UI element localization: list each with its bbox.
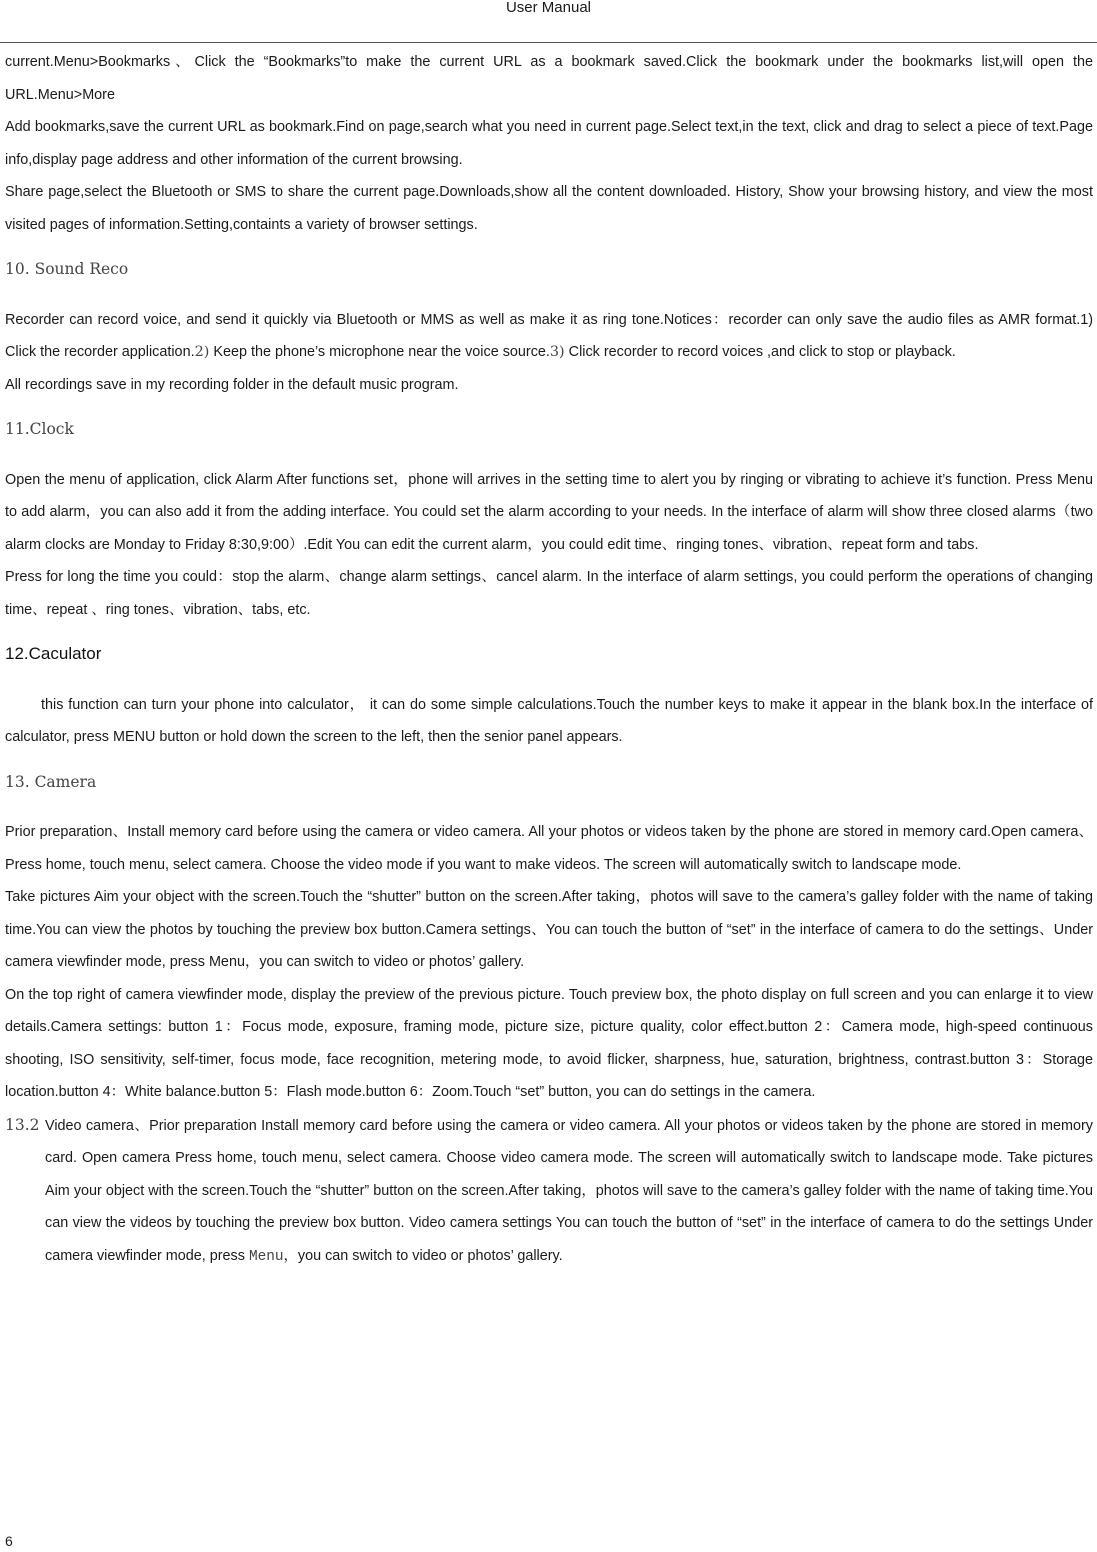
paragraph-browser-menu: current.Menu>Bookmarks、Click the “Bookmarks”to make the current URL as a bookmark saved.Click the bookmark under the bookmarks list,will open the URL.Menu>More xyxy=(5,54,1093,103)
paragraph-camera-take-pictures: Take pictures Aim your object with the screen.Touch the “shutter” button on the screen.After taking，photos will save to the camera’s galley folder with the name of taking time.You can view the photos by touching the preview box button.Camera settings、You can touch the button of “set” in the interface of camera to do the settings、Under camera viewfinder mode, press Menu，you can switch to video or photos’ gallery. xyxy=(5,889,1093,970)
paragraph-calculator: this function can turn your phone into calculator， it can do some simple calculations.Touch the number keys to make it appear in the blank box.In the interface of calculator, press MENU button or hold down the screen to the left, then the senior panel appears. xyxy=(5,696,1093,745)
paragraph-video-camera xyxy=(5,1109,1093,1274)
video-text-b: ，you can switch to video or photos’ gallery. xyxy=(283,1247,563,1264)
paragraph-browser-share: Share page,select the Bluetooth or SMS to share the current page.Downloads,show all the content downloaded. History, Show your browsing history, and view the most visited pages of information.Setting,containts a variety of browser settings. xyxy=(5,184,1093,233)
paragraph-sound-recorder xyxy=(5,304,1093,369)
paragraph-browser-more: Add bookmarks,save the current URL as bookmark.Find on page,search what you need in current page.Select text,in the text, click and drag to select a piece of text.Page info,display page address and other information of the current browsing. xyxy=(5,119,1093,168)
header-title: User Manual xyxy=(505,0,592,16)
heading-calculator: 12.Caculator xyxy=(5,644,102,663)
sound-text-e: Click recorder to record voices ,and click to stop or playback. xyxy=(564,344,956,360)
paragraph-camera-settings: On the top right of camera viewfinder mode, display the preview of the previous picture. Touch preview box, the photo display on full screen and you can enlarge it to view details.Camera settings: button 1：Focus mode, exposure, framing mode, picture size, picture quality, color effect.button 2：Camera mode, high-speed continuous shooting, ISO sensitivity, self-timer, focus mode, face recognition, metering mode, to avoid flicker, sharpness, hue, saturation, brightness, contrast.button 3：Storage location.button 4：White balance.button 5：Flash mode.button 6：Zoom.Touch “set” button, you can do settings in the camera. xyxy=(5,986,1093,1100)
page-header xyxy=(0,0,1097,43)
video-section-number: 13.2 xyxy=(5,1115,40,1134)
sound-text-a: Recorder can record voice, and send it quickly via Bluetooth or MMS as well as make it as ring tone.Notices：recorder can only save the audio files as AMR format.1) Click the recorder application. xyxy=(5,311,1093,360)
sound-step-2: 2) xyxy=(194,344,210,360)
paragraph-clock-settings: Press for long the time you could：stop the alarm、change alarm settings、cancel alarm. In the interface of alarm settings, you could perform the operations of changing time、repeat 、ring tones、vibration、tabs, etc. xyxy=(5,569,1093,618)
document-body xyxy=(5,46,1093,1273)
heading-camera: 13. Camera xyxy=(5,772,97,791)
paragraph-clock-alarm: Open the menu of application, click Alarm After functions set，phone will arrives in the setting time to alert you by ringing or vibrating to achieve it’s function. Press Menu to add alarm，you can also add it from the adding interface. You could set the alarm according to your needs. In the interface of alarm will show three closed alarms（two alarm clocks are Monday to Friday 8:30,9:00）.Edit You can edit the current alarm，you could edit time、ringing tones、vibration、repeat form and tabs. xyxy=(5,471,1093,553)
sound-text-c: Keep the phone’s microphone near the voice source. xyxy=(209,344,550,360)
page-number: 6 xyxy=(5,1533,13,1549)
paragraph-camera-preparation: Prior preparation、Install memory card before using the camera or video camera. All your photos or videos taken by the phone are stored in memory card.Open camera、Press home, touch menu, select camera. Choose the video mode if you want to make videos. The screen will automatically switch to landscape mode. xyxy=(5,824,1093,873)
video-text-a: Video camera、Prior preparation Install memory card before using the camera or video camera. All your photos or videos taken by the phone are stored in memory card. Open camera Press home, touch menu, select camera. Choose video camera mode. The screen will automatically switch to landscape mode. Take pictures Aim your object with the screen.Touch the “shutter” button on the screen.After taking，photos will save to the camera’s galley folder with the name of taking time.You can view the videos by touching the preview box button. Video camera settings You can touch the button of “set” in the interface of camera to do the settings Under camera viewfinder mode, press xyxy=(45,1117,1093,1264)
video-menu-word: Menu xyxy=(248,1248,284,1265)
sound-step-3: 3) xyxy=(549,344,565,360)
paragraph-recordings-location: All recordings save in my recording folder in the default music program. xyxy=(5,376,459,393)
heading-clock: 11.Clock xyxy=(5,420,74,438)
heading-sound-recorder: 10. Sound Reco xyxy=(5,260,129,278)
